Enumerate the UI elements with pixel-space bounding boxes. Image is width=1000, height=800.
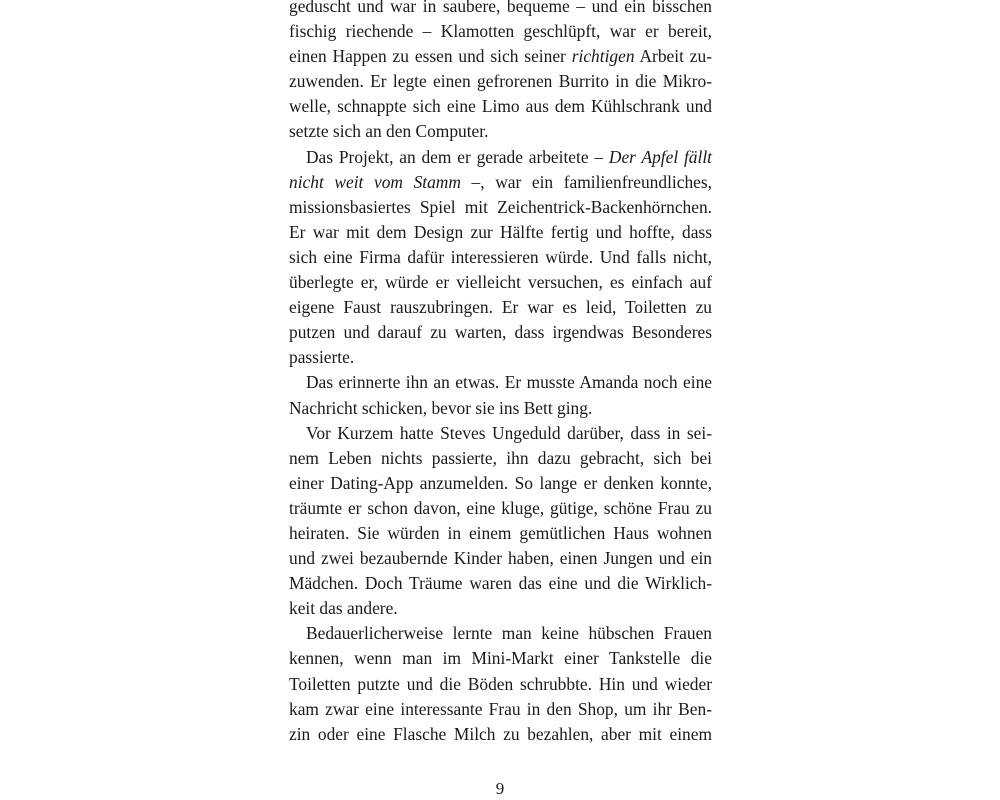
text-line	[289, 596, 712, 621]
text-line	[289, 621, 712, 646]
text-line	[289, 220, 712, 245]
text-run: einen Happen zu essen und sich seiner	[289, 46, 572, 67]
text-line	[289, 697, 712, 722]
text-run: sich eine Firma dafür interessieren würde. Und falls nicht,	[289, 246, 712, 267]
text-run: kam zwar eine interessante Frau in den Shop, um ihr Ben-	[289, 698, 712, 719]
text-run: überlegte er, würde er vielleicht versuchen, es einfach auf	[289, 272, 712, 293]
text-run: missionsbasiertes Spiel mit Zeichentrick-Backenhörnchen.	[289, 196, 712, 217]
text-run: Bedauerlicherweise lernte man keine hübschen Frauen	[306, 623, 712, 644]
text-run: geduscht und war in saubere, bequeme – und ein bisschen	[289, 0, 712, 16]
text-line	[289, 245, 712, 270]
text-line	[289, 496, 712, 521]
text-run: Vor Kurzem hatte Steves Ungeduld darüber, dass in sei-	[306, 422, 712, 443]
italic-text: nicht weit vom Stamm	[289, 171, 461, 192]
italic-text: richtigen	[571, 46, 635, 67]
page-number: 9	[495, 779, 505, 798]
text-run: fischig riechende – Klamotten geschlüpft, war er bereit,	[289, 21, 712, 42]
text-run: passierte.	[289, 347, 355, 368]
text-run: träumte er schon davon, eine kluge, gütige, schöne Frau zu	[289, 497, 712, 518]
text-run: Arbeit zu-	[634, 46, 712, 67]
text-run: Das erinnerte ihn an etwas. Er musste Amanda noch eine	[306, 372, 712, 393]
text-run: nem Leben nichts passierte, ihn dazu gebracht, sich bei	[289, 447, 712, 468]
text-run: keit das andere.	[289, 598, 398, 619]
text-line	[289, 320, 712, 345]
text-line	[289, 119, 712, 144]
text-run: kennen, wenn man im Mini-Markt einer Tankstelle die	[289, 648, 712, 669]
text-line	[289, 571, 712, 596]
italic-text: Der Apfel fällt	[608, 146, 712, 167]
text-line	[289, 0, 712, 19]
text-line	[289, 370, 712, 395]
book-page-text	[289, 0, 712, 747]
text-line	[289, 195, 712, 220]
text-line	[289, 145, 712, 170]
text-run: Das Projekt, an dem er gerade arbeitete –	[306, 146, 609, 167]
text-line	[289, 44, 712, 69]
text-run: zuwenden. Er legte einen gefrorenen Burrito in die Mikro-	[289, 71, 712, 92]
text-line	[289, 19, 712, 44]
text-line	[289, 421, 712, 446]
text-run: Toiletten putzte und die Böden schrubbte. Hin und wieder	[289, 673, 712, 694]
text-run: heiraten. Sie würden in einem gemütlichen Haus wohnen	[289, 522, 712, 543]
text-line	[289, 170, 712, 195]
text-run: und zwei bezaubernde Kinder haben, einen Jungen und ein	[289, 548, 712, 569]
text-run: eigene Faust rauszubringen. Er war es leid, Toiletten zu	[289, 297, 712, 318]
text-line	[289, 521, 712, 546]
text-line	[289, 295, 712, 320]
text-run: Mädchen. Doch Träume waren das eine und die Wirklich-	[289, 573, 712, 594]
text-run: welle, schnappte sich eine Limo aus dem Kühlschrank und	[289, 96, 712, 117]
text-run: Nachricht schicken, bevor sie ins Bett ging.	[289, 397, 593, 418]
text-line	[289, 396, 712, 421]
text-line	[289, 270, 712, 295]
text-line	[289, 722, 712, 747]
text-run: zin oder eine Flasche Milch zu bezahlen, aber mit einem	[289, 723, 712, 744]
text-line	[289, 546, 712, 571]
text-line	[289, 69, 712, 94]
text-line	[289, 646, 712, 671]
text-line	[289, 471, 712, 496]
text-line	[289, 672, 712, 697]
text-run: putzen und darauf zu warten, dass irgendwas Besonderes	[289, 322, 712, 343]
text-run: Er war mit dem Design zur Hälfte fertig und hoffte, dass	[289, 221, 712, 242]
text-run: einer Dating-App anzumelden. So lange er denken konnte,	[289, 472, 712, 493]
text-run: setzte sich an den Computer.	[289, 121, 489, 142]
text-run: –, war ein familienfreundliches,	[460, 171, 712, 192]
text-line	[289, 94, 712, 119]
text-line	[289, 446, 712, 471]
text-line	[289, 345, 712, 370]
